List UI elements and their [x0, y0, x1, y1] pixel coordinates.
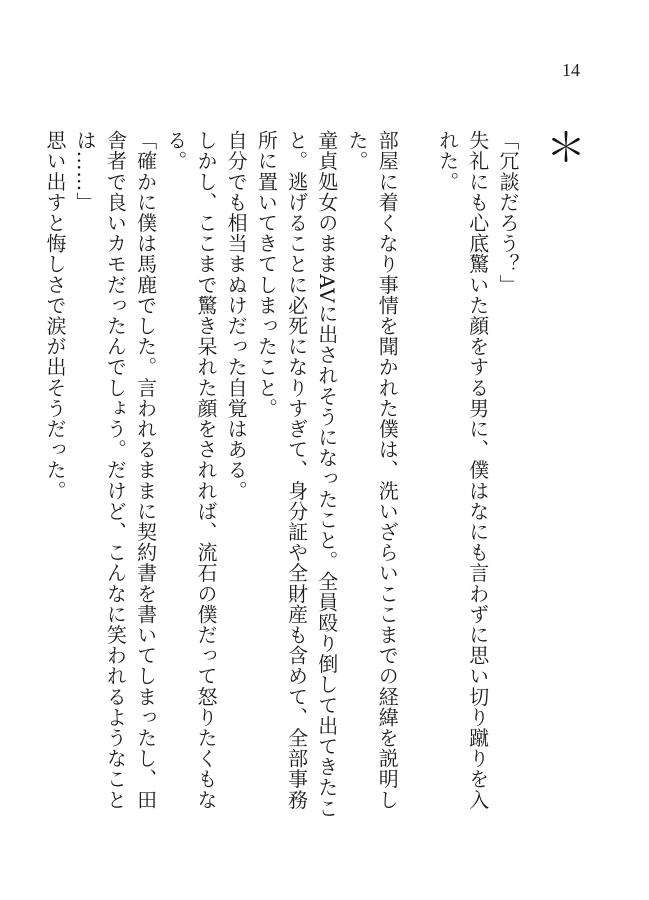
- section-break-asterisk: ＊: [546, 125, 586, 171]
- paragraph: 「確かに僕は馬鹿でした。言われるままに契約書を書いてしまったし、田舎者で良いカモだったんでしょう。だけど、こんなに笑われるようなことは……」: [73, 130, 158, 810]
- vertical-text-body: [40, 130, 523, 820]
- paragraph: 失礼にも心底驚いた顔をする男に、僕はなにも言わずに思い切り蹴りを入れた。: [435, 130, 490, 810]
- paragraph: 「冗談だろう？」: [496, 130, 520, 295]
- page-number: 14: [562, 60, 580, 80]
- paragraph: 童貞処女のままAVに出されそうになったこと。全員殴り倒して出てきたこと。逃げることに必死になりすぎて、身分証や全財産も含めて、全部事務所に置いてきてしまったこと。: [254, 130, 339, 819]
- paragraph: 部屋に着くなり事情を聞かれた僕は、洗いざらいここまでの経緯を説明した。: [344, 130, 400, 810]
- paragraph: 自分でも相当まぬけだった自覚はある。: [224, 130, 249, 501]
- paragraph: しかし、ここまで驚き呆れた顔をされれば、流石の僕だって怒りたくもなる。: [163, 130, 218, 810]
- paragraph-spacer: [402, 130, 432, 820]
- paragraph: 思い出すと悔しさで涙が出そうだった。: [42, 130, 67, 501]
